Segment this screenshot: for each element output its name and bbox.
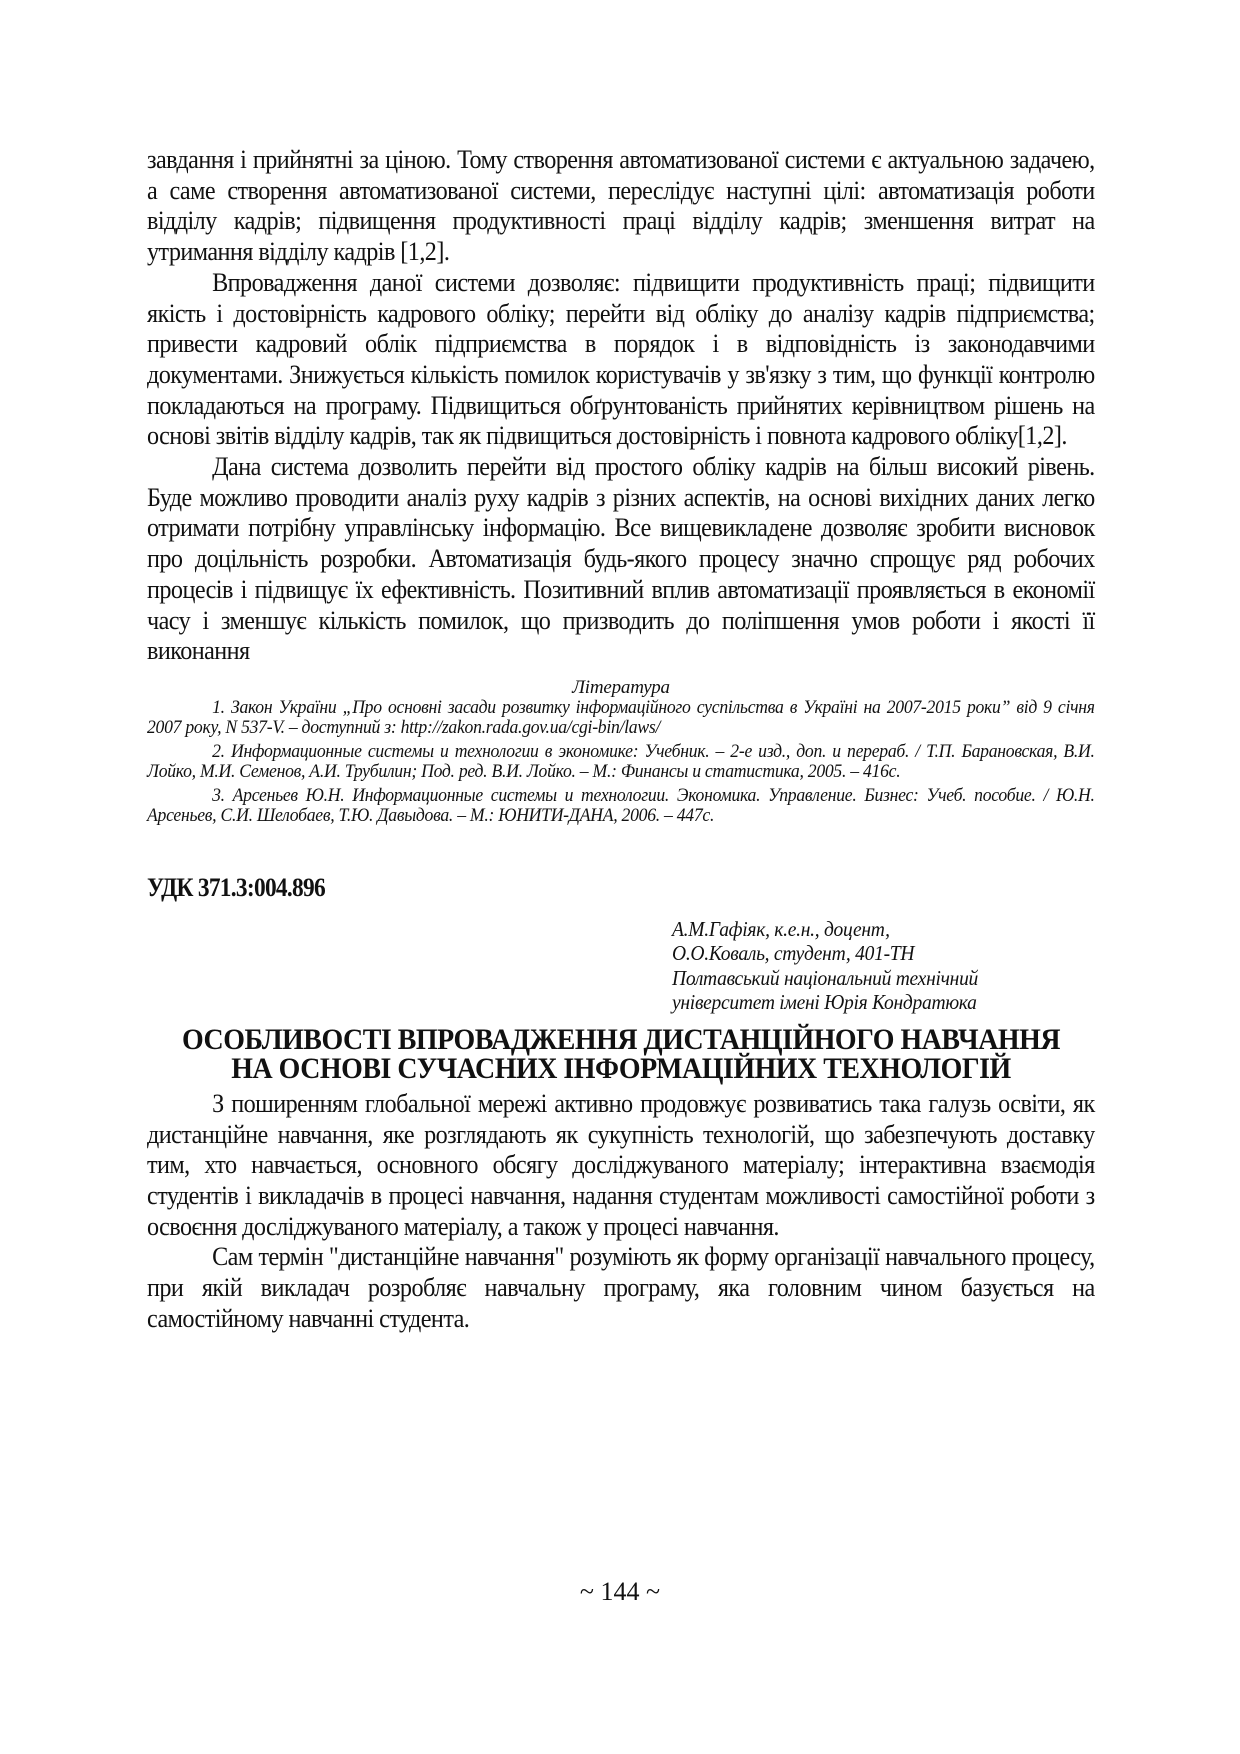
udc-code: УДК 371.3:004.896: [147, 872, 325, 902]
reference-item: 3. Арсеньев Ю.Н. Информационные системы и технологии. Экономика. Управление. Бизнес: Учеб. пособие. / Ю.Н. Арсеньев, С.И. Шелобаев, Т.Ю. Давыдова. – М.: ЮНИТИ-ДАНА, 2006. – 447с.: [147, 784, 1095, 827]
reference-item: 1. Закон України „Про основні засади розвитку інформаційного суспільства в Україні на 2007-2015 роки” від 9 січня 2007 року, N 537-V. – доступний з: http://zakon.rada.gov.ua/cgi-bin/laws/: [147, 696, 1095, 739]
article-paragraph: З поширенням глобальної мережі активно продовжує розвиватись така галузь освіти, як дистанційне навчання, яке розглядають як сукупність технологій, що забезпечують доставку тим, хто навчається, основного обсягу досліджуваного матеріалу; інтерактивна взаємодія студентів і викладачів в процесі навчання, надання студентам можливості самостійної роботи з освоєння досліджуваного матеріалу, а також у процесі навчання.: [147, 1088, 1095, 1241]
affiliation-line: університет імені Юрія Кондратюка: [672, 990, 977, 1015]
author-line: А.М.Гафіяк, к.е.н., доцент,: [672, 916, 890, 941]
paragraph-implementation: Впровадження даної системи дозволяє: підвищити продуктивність праці; підвищити якість і достовірність кадрового обліку; перейти від обліку до аналізу кадрів підприємства; привести кадровий облік підприємства в порядок і в відповідність із законодавчими документами. Знижується кількість помилок користувачів у зв'язку з тим, що функції контролю покладаються на програму. Підвищиться обґрунтованість прийнятих керівництвом рішень на основі звітів відділу кадрів, так як підвищиться достовірність і повнота кадрового обліку[1,2].: [147, 267, 1095, 451]
affiliation-line: Полтавський національний технічний: [672, 965, 979, 990]
author-block: [672, 917, 1100, 1015]
references-title: Література: [572, 676, 670, 698]
paragraph-conclusion: Дана система дозволить перейти від простого обліку кадрів на більш високий рівень. Буде можливо проводити аналіз руху кадрів з різних аспектів, на основі вихідних даних легко отримати потрібну управлінську інформацію. Все вищевикладене дозволяє зробити висновок про доцільність розробки. Автоматизація будь-якого процесу значно спрощує ряд робочих процесів і підвищує їх ефективність. Позитивний вплив автоматизації проявляється в економії часу і зменшує кількість помилок, що призводить до поліпшення умов роботи і якості її виконання: [147, 452, 1095, 666]
references-section: [147, 677, 1095, 827]
article-title: ОСОБЛИВОСТІ ВПРОВАДЖЕННЯ ДИСТАНЦІЙНОГО НАВЧАННЯ НА ОСНОВІ СУЧАСНИХ ІНФОРМАЦІЙНИХ ТЕХНОЛОГІЙ: [181, 1022, 1061, 1085]
reference-item: 2. Информационные системы и технологии в экономике: Учебник. – 2-е изд., доп. и перераб. / Т.П. Барановская, В.И. Лойко, М.И. Семенов, А.И. Трубилин; Под. ред. В.И. Лойко. – М.: Финансы и статистика, 2005. – 416с.: [147, 740, 1095, 783]
paragraph-continuation: завдання і прийнятні за ціною. Тому створення автоматизованої системи є актуальною задачею, а саме створення автоматизованої системи, переслідує наступні цілі: автоматизація роботи відділу кадрів; підвищення продуктивності праці відділу кадрів; зменшення витрат на утримання відділу кадрів [1,2].: [147, 145, 1095, 267]
article-paragraph: Сам термін "дистанційне навчання" розуміють як форму організації навчального процесу, при якій викладач розробляє навчальну програму, яка головним чином базується на самостійному навчанні студента.: [147, 1242, 1095, 1333]
author-line: О.О.Коваль, студент, 401-ТН: [672, 941, 915, 966]
page-number: ~ 144 ~: [579, 1577, 661, 1606]
document-page: [147, 145, 1095, 1335]
